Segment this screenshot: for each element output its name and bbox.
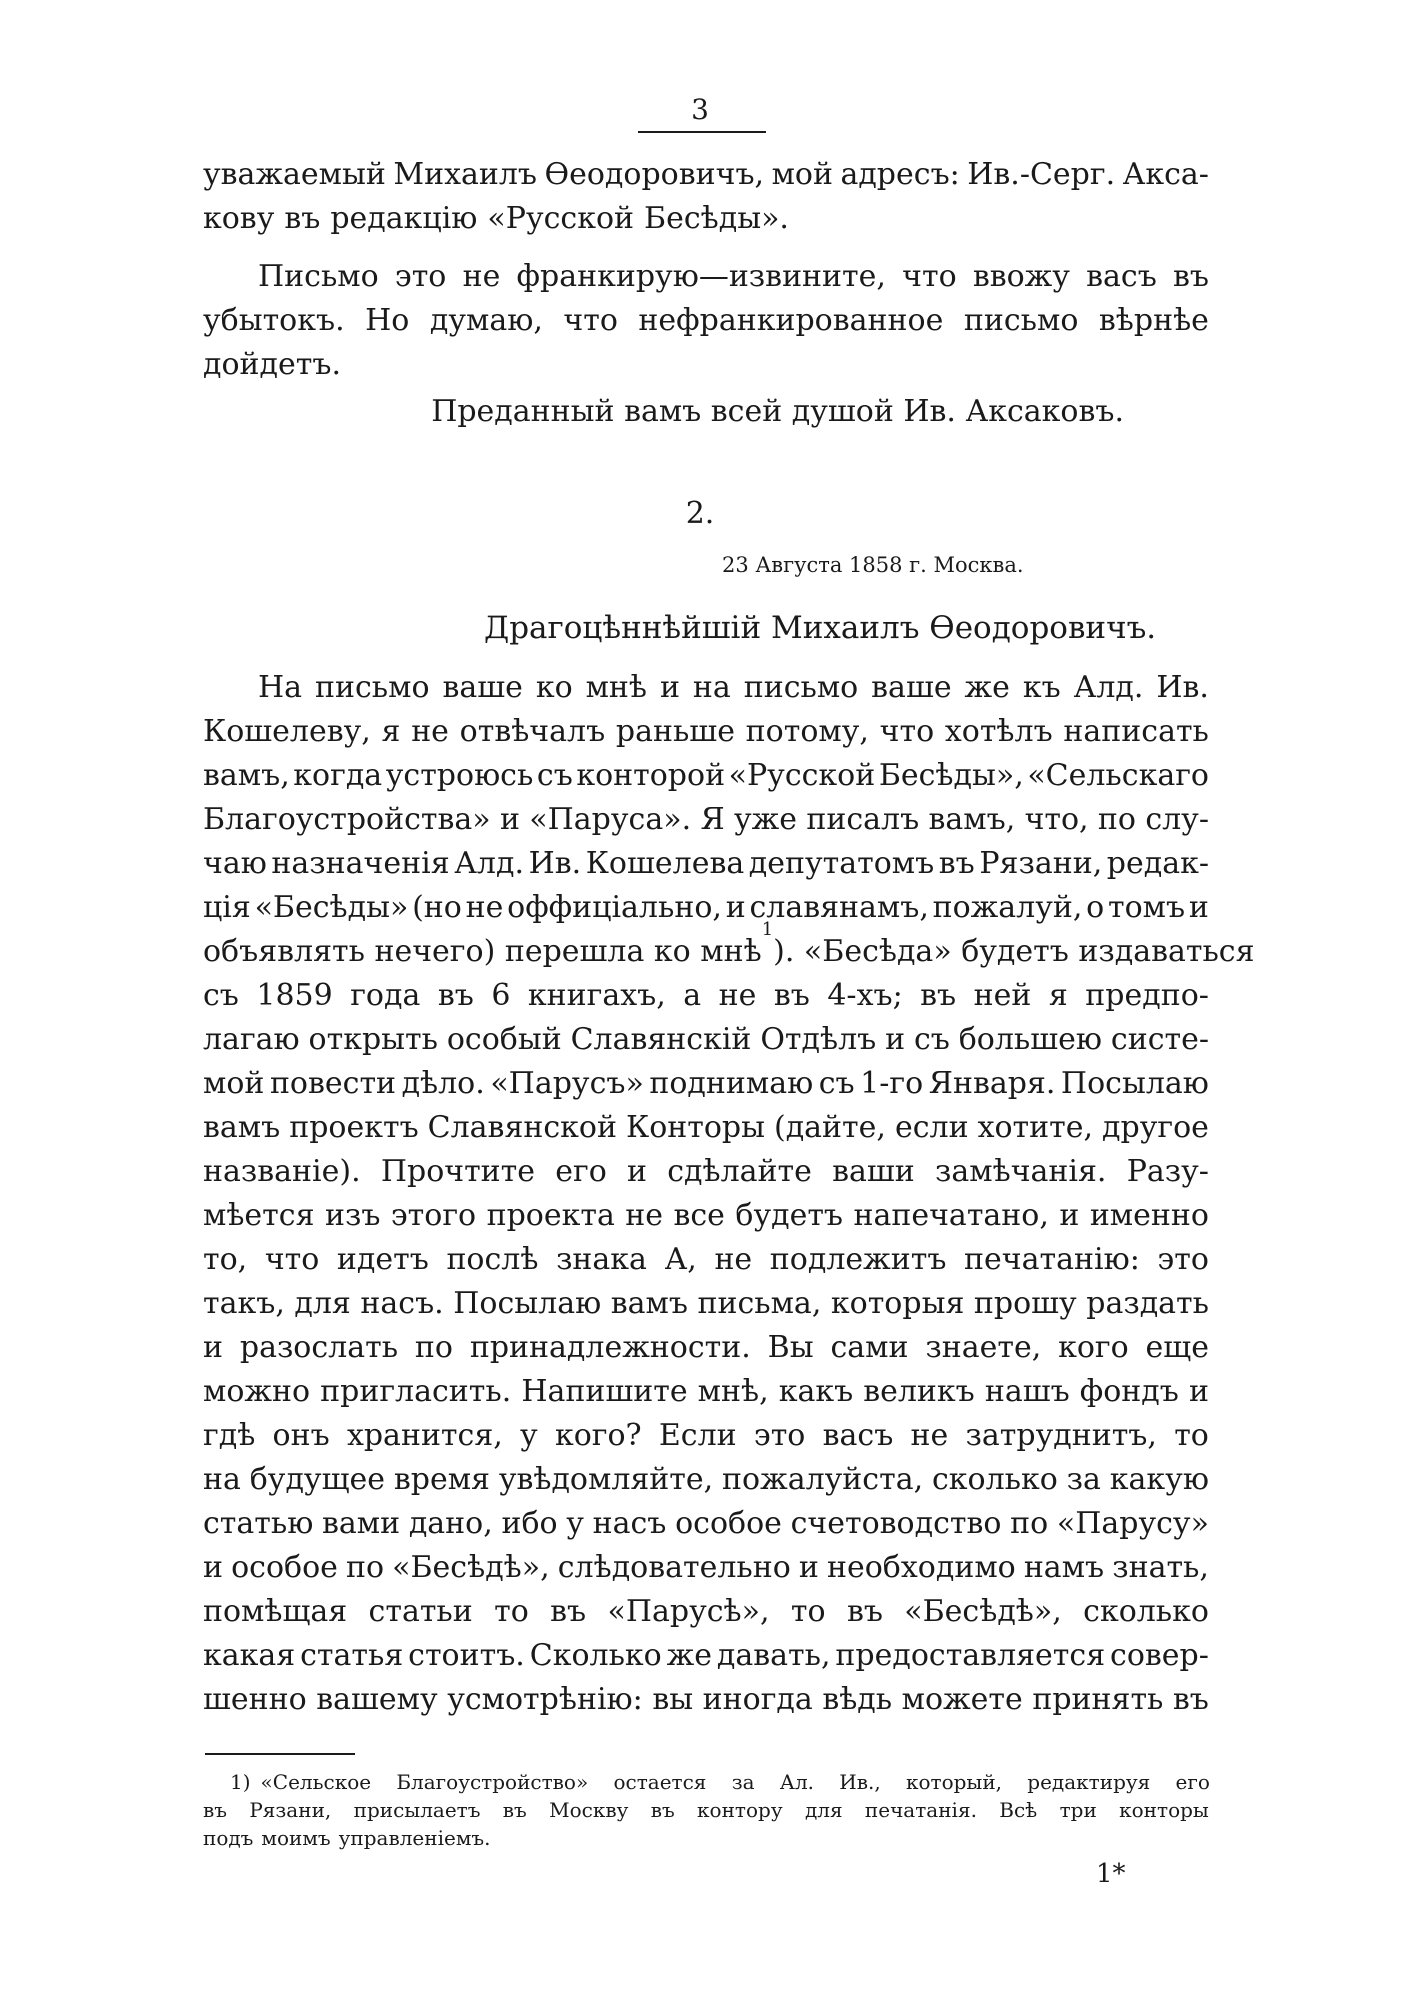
paragraph-line: названіе). Прочтите его и сдѣлайте ваши замѣчанія. Разу- xyxy=(203,1154,1209,1189)
footnote-line: подъ моимъ управленіемъ. xyxy=(203,1826,491,1850)
footnote-text: «Сельское Благоустройство» остается за Ал. Ив., который, редактируя его xyxy=(260,1770,1210,1794)
footnote-line: въ Рязани, присылаетъ въ Москву въ контору для печатанія. Всѣ три конторы xyxy=(203,1798,1209,1822)
paragraph-line: гдѣ онъ хранится, у кого? Если это васъ не затруднитъ, то xyxy=(203,1418,1209,1453)
paragraph-line: ція «Бесѣды» (но не оффиціально, и славянамъ, пожалуй, о томъ и xyxy=(203,890,1209,925)
page-number-rule xyxy=(638,131,766,133)
paragraph-line: Благоустройства» и «Паруса». Я уже писалъ вамъ, что, по слу- xyxy=(203,802,1209,837)
line-text: ). «Бесѣда» будетъ издаваться xyxy=(773,934,1255,969)
paragraph-line: шенно вашему усмотрѣнію: вы иногда вѣдь можете принять въ xyxy=(203,1682,1209,1717)
paragraph-line: вамъ, когда устроюсь съ конторой «Русской Бесѣды», «Сельскаго xyxy=(203,758,1209,793)
line-text: объявлять нечего) перешла ко мнѣ xyxy=(203,934,762,969)
letter-signature: Преданный вамъ всей душой Ив. Аксаковъ. xyxy=(431,394,1124,429)
letter-salutation: Драгоцѣннѣйшій Михаилъ Ѳеодоровичъ. xyxy=(484,610,1157,646)
paragraph-line: убытокъ. Но думаю, что нефранкированное письмо вѣрнѣе xyxy=(203,303,1209,338)
paragraph-line: дойдетъ. xyxy=(203,347,341,382)
paragraph-line: такъ, для насъ. Посылаю вамъ письма, которыя прошу раздать xyxy=(203,1286,1209,1321)
paragraph-line: вамъ проектъ Славянской Конторы (дайте, если хотите, другое xyxy=(203,1110,1209,1145)
footnote-line xyxy=(230,1768,1210,1796)
letter-number: 2. xyxy=(685,496,715,531)
paragraph-line: На письмо ваше ко мнѣ и на письмо ваше же къ Алд. Ив. xyxy=(258,670,1209,705)
paragraph-line: и особое по «Бесѣдѣ», слѣдовательно и необходимо намъ знать, xyxy=(203,1550,1209,1585)
paragraph-line: на будущее время увѣдомляйте, пожалуйста, сколько за какую xyxy=(203,1462,1209,1497)
paragraph-line: Кошелеву, я не отвѣчалъ раньше потому, что хотѣлъ написать xyxy=(203,714,1209,749)
footnote-ref: 1 xyxy=(761,919,774,940)
paragraph-line: статью вами дано, ибо у насъ особое счетоводство по «Парусу» xyxy=(203,1506,1209,1541)
paragraph-line: уважаемый Михаилъ Ѳеодоровичъ, мой адресъ: Ив.-Серг. Акса- xyxy=(203,157,1209,192)
paragraph-line: кову въ редакцію «Русской Бесѣды». xyxy=(203,201,789,236)
paragraph-line: съ 1859 года въ 6 книгахъ, а не въ 4-хъ; въ ней я предпо- xyxy=(203,978,1209,1013)
footnote-rule xyxy=(205,1753,355,1755)
printer-signature-mark: 1* xyxy=(1096,1859,1126,1889)
paragraph-line: то, что идетъ послѣ знака А, не подлежитъ печатанію: это xyxy=(203,1242,1209,1277)
footnote-marker: 1) xyxy=(230,1770,251,1794)
paragraph-line: Письмо это не франкирую—извините, что ввожу васъ въ xyxy=(258,259,1209,294)
paragraph-line: лагаю открыть особый Славянскій Отдѣлъ и съ большею систе- xyxy=(203,1022,1209,1057)
paragraph-line: и разослать по принадлежности. Вы сами знаете, кого еще xyxy=(203,1330,1209,1365)
letter-date: 23 Августа 1858 г. Москва. xyxy=(722,553,1024,577)
paragraph-line: чаю назначенія Алд. Ив. Кошелева депутатомъ въ Рязани, редак- xyxy=(203,846,1209,881)
paragraph-line: можно пригласить. Напишите мнѣ, какъ великъ нашъ фондъ и xyxy=(203,1374,1209,1409)
paragraph-line: какая статья стоитъ. Сколько же давать, предоставляется совер- xyxy=(203,1638,1209,1673)
paragraph-line xyxy=(203,919,1255,974)
paragraph-line: мой повести дѣло. «Парусъ» поднимаю съ 1-го Января. Посылаю xyxy=(203,1066,1209,1101)
paragraph-line: мѣется изъ этого проекта не все будетъ напечатано, и именно xyxy=(203,1198,1209,1233)
page-number: 3 xyxy=(691,93,709,126)
paragraph-line: помѣщая статьи то въ «Парусѣ», то въ «Бесѣдѣ», сколько xyxy=(203,1594,1209,1629)
